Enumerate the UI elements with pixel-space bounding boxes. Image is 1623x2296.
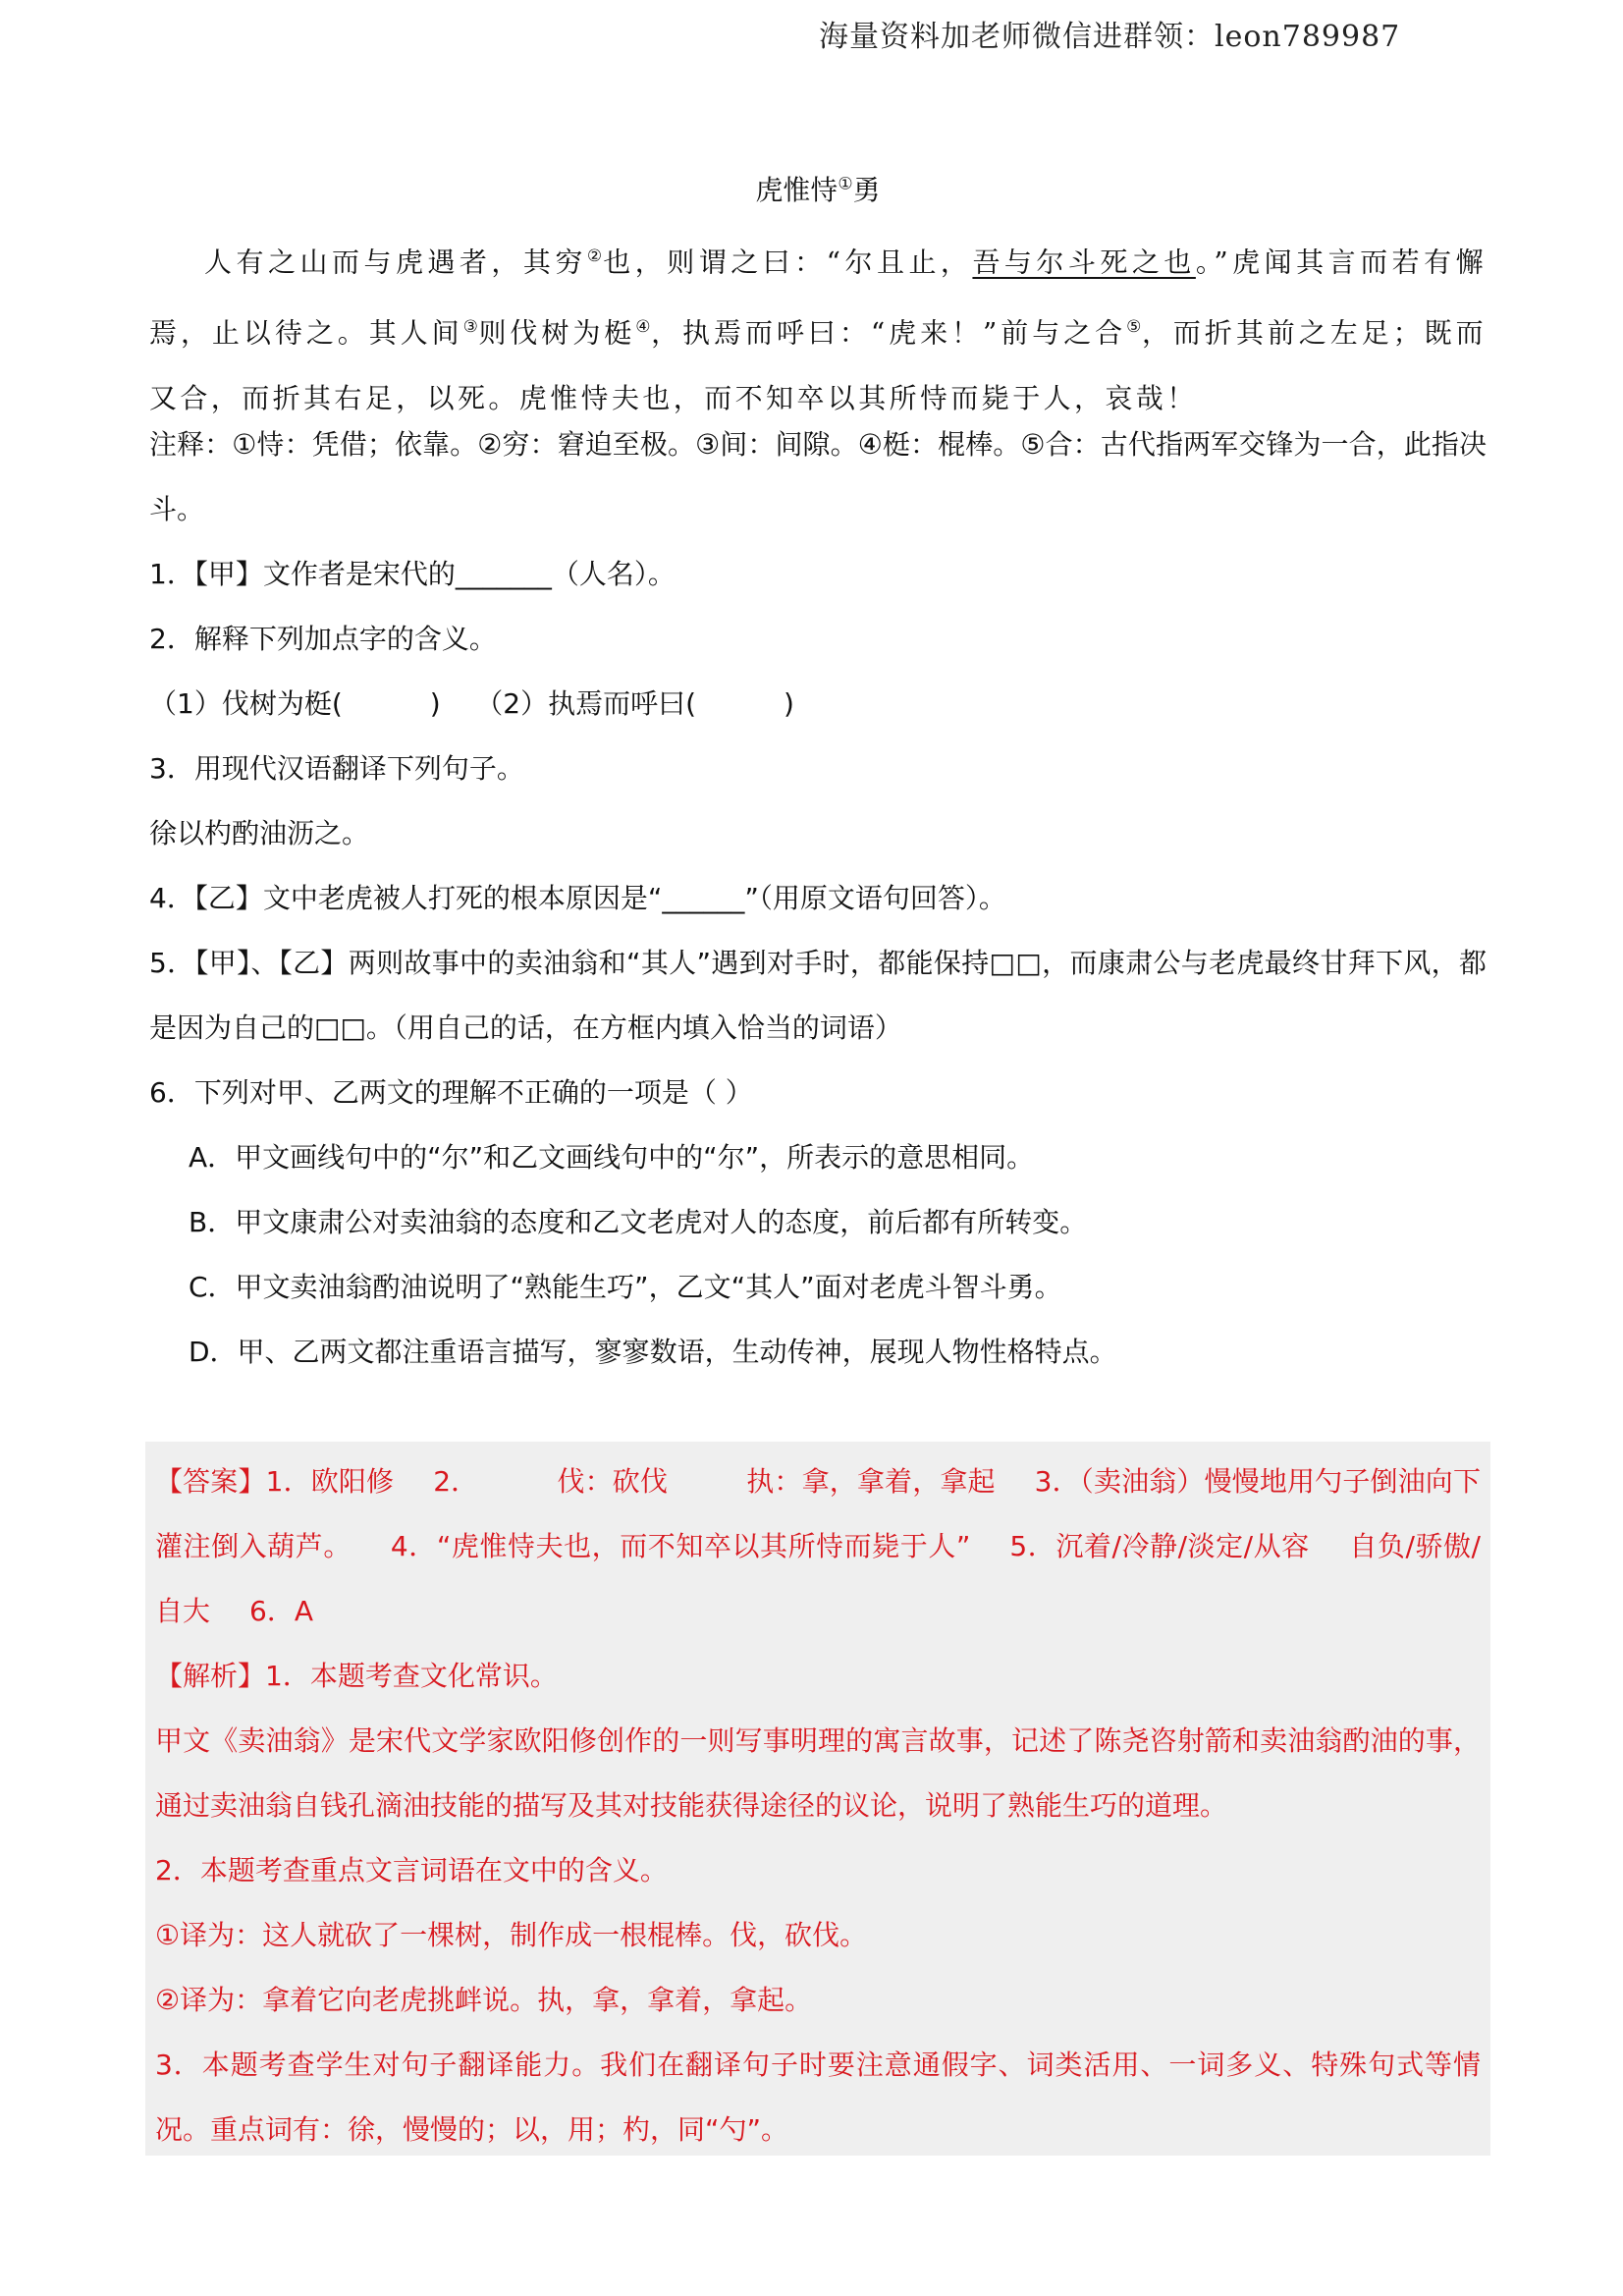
option-b: B．甲文康肃公对卖油翁的态度和乙文老虎对人的态度，前后都有所转变。: [189, 1206, 1088, 1238]
analysis-3: 3．本题考查学生对句子翻译能力。我们在翻译句子时要注意通假字、词类活用、一词多义、特殊句式等情况。重点词有：徐，慢慢的；以，用；杓，同“勺”。: [155, 2049, 1481, 2146]
question-5: 5．【甲】、【乙】两则故事中的卖油翁和“其人”遇到对手时，都能保持□□，而康肃公与老虎最终甘拜下风，都是因为自己的□□。（用自己的话，在方框内填入恰当的词语）: [149, 947, 1487, 1044]
question-3-sentence: 徐以杓酌油沥之。: [149, 817, 370, 849]
analysis-1: 【解析】1．本题考查文化常识。: [155, 1660, 558, 1692]
analysis-2: 2．本题考查重点文言词语在文中的含义。: [155, 1854, 668, 1886]
option-d: D．甲、乙两文都注重语言描写，寥寥数语，生动传神，展现人物性格特点。: [189, 1336, 1117, 1368]
question-2: 2．解释下列加点字的含义。: [149, 623, 497, 655]
passage-text: 人有之山而与虎遇者，其穷②也，则谓之曰：“尔且止，吾与尔斗死之也。”虎闻其言而若有懈焉，止以待之。其人间③则伐树为梃④，执焉而呼曰：“虎来！”前与之合⑤，而折其前之左足；既而又合，而折其右足，以死。虎惟恃夫也，而不知卒以其所恃而毙于人，哀哉！: [149, 246, 1487, 414]
passage-title: 虎惟恃①勇: [755, 174, 881, 206]
question-4: 4．【乙】文中老虎被人打死的根本原因是“______”（用原文语句回答）。: [149, 882, 1006, 914]
analysis-label: 【解析】: [155, 1660, 266, 1692]
answer-summary: 【答案】1．欧阳修 2． 伐：砍伐 执：拿，拿着，拿起 3．（卖油翁）慢慢地用勺子倒油向下灌注倒入葫芦。 4．“虎惟恃夫也，而不知卒以其所恃而毙于人” 5．沉着/冷静/淡定/从容 自负/骄傲/自大 6．A: [155, 1465, 1481, 1627]
analysis-2-item-1: ①译为：这人就砍了一棵树，制作成一根棍棒。伐，砍伐。: [155, 1919, 868, 1951]
header-note: 海量资料加老师微信进群领：leon789987: [819, 20, 1401, 54]
annotations: 注释：①恃：凭借；依靠。②穷：窘迫至极。③间：间隙。④梃：棍棒。⑤合：古代指两军交锋为一合，此指决斗。: [149, 428, 1487, 525]
option-a: A．甲文画线句中的“尔”和乙文画线句中的“尔”，所表示的意思相同。: [189, 1141, 1035, 1174]
question-3: 3．用现代汉语翻译下列句子。: [149, 752, 524, 785]
question-2-items: （1）伐树为梃( ) （2）执焉而呼曰( ): [149, 687, 794, 720]
question-1: 1．【甲】文作者是宋代的_______（人名）。: [149, 558, 676, 590]
question-6: 6．下列对甲、乙两文的理解不正确的一项是（ ）: [149, 1076, 753, 1109]
answer-label: 【答案】: [155, 1465, 266, 1498]
underlined-sentence: 吾与尔斗死之也: [972, 246, 1196, 279]
option-c: C．甲文卖油翁酌油说明了“熟能生巧”，乙文“其人”面对老虎斗智斗勇。: [189, 1271, 1062, 1303]
analysis-2-item-2: ②译为：拿着它向老虎挑衅说。执，拿，拿着，拿起。: [155, 1984, 813, 2016]
analysis-1-text: 甲文《卖油翁》是宋代文学家欧阳修创作的一则写事明理的寓言故事，记述了陈尧咨射箭和卖油翁酌油的事，通过卖油翁自钱孔滴油技能的描写及其对技能获得途径的议论，说明了熟能生巧的道理。: [155, 1724, 1481, 1822]
answer-box: [145, 1442, 1490, 2156]
